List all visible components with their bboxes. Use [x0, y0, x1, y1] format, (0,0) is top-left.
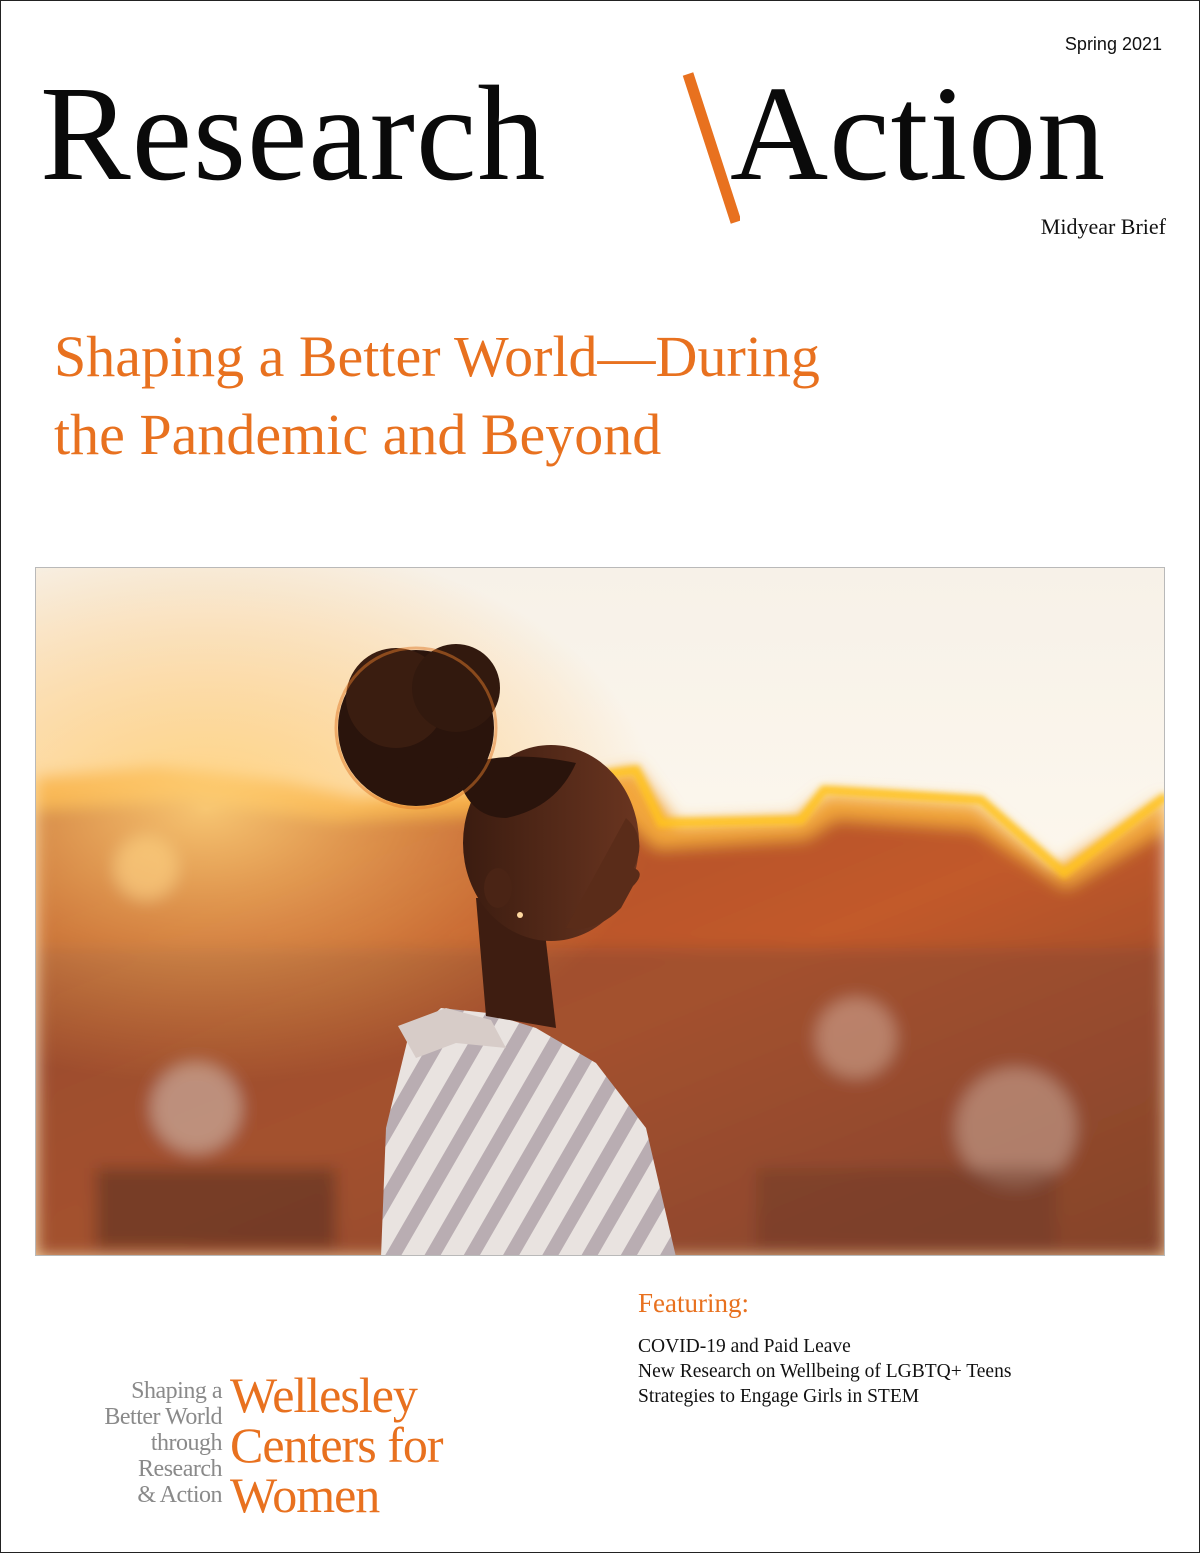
logo-tagline — [104, 1378, 222, 1508]
masthead — [40, 59, 1170, 226]
cover-headline — [54, 318, 1154, 474]
featuring-item-stem: Strategies to Engage Girls in STEM — [638, 1386, 920, 1407]
issue-date: Spring 2021 — [1064, 34, 1162, 54]
tagline-line: & Action — [137, 1482, 222, 1508]
org-line: Women — [230, 1467, 380, 1523]
woman-at-sunset-photo-icon — [36, 568, 1165, 1256]
masthead-research: Research — [40, 59, 547, 209]
featuring-section — [638, 1286, 1158, 1409]
tagline-line: Shaping a — [131, 1378, 222, 1404]
org-line: Centers for — [230, 1417, 443, 1473]
masthead-action: Action — [730, 59, 1107, 209]
tagline-line: through — [150, 1430, 222, 1456]
featuring-item-covid: COVID-19 and Paid Leave — [638, 1336, 851, 1357]
headline-line-1: Shaping a Better World—During — [54, 324, 820, 389]
tagline-line: Research — [138, 1456, 222, 1482]
wcw-logo — [30, 1367, 500, 1530]
logo-org-name — [230, 1367, 443, 1523]
midyear-brief-label: Midyear Brief — [1040, 214, 1166, 239]
headline-line-2: the Pandemic and Beyond — [54, 402, 662, 467]
featuring-title: Featuring: — [638, 1288, 749, 1318]
tagline-line: Better World — [104, 1404, 222, 1430]
featuring-item-lgbtq: New Research on Wellbeing of LGBTQ+ Teens — [638, 1361, 1012, 1382]
cover-photo — [35, 567, 1165, 1256]
org-line: Wellesley — [230, 1367, 417, 1423]
